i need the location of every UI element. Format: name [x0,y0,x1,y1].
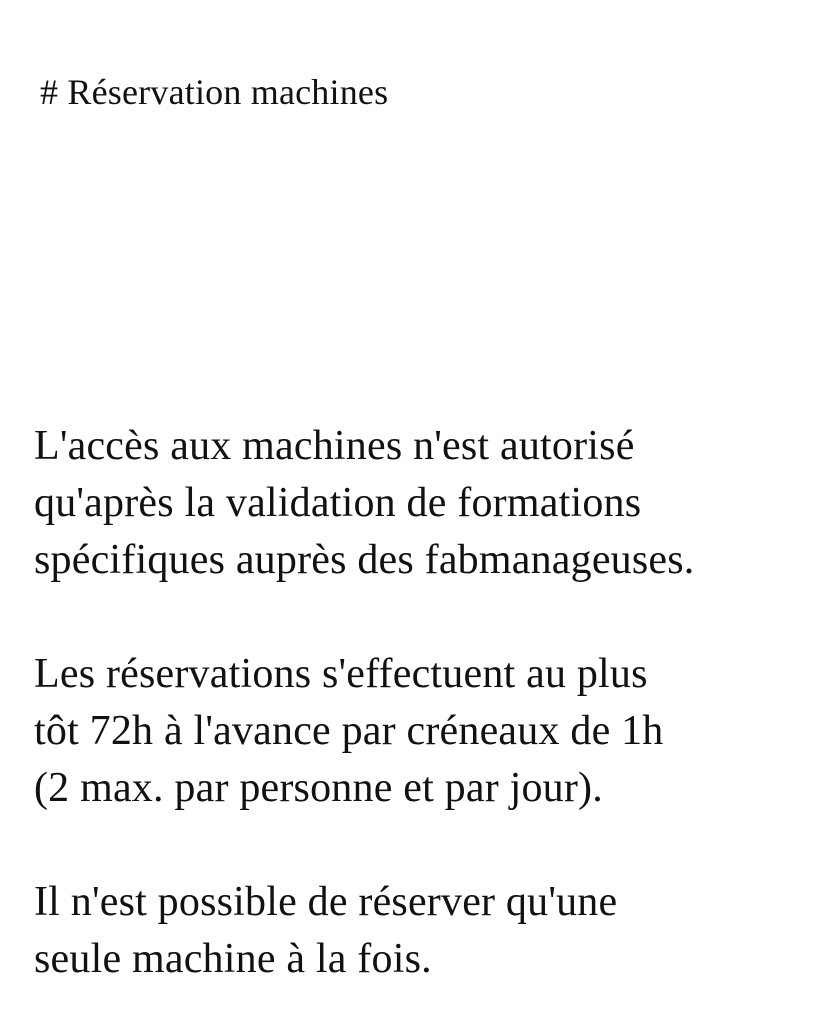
text-line: L'accès aux machines n'est autorisé [34,423,635,469]
paragraph-access-rules [34,418,814,589]
text-line: Les réservations s'effectuent au plus [34,651,648,697]
paragraph-single-machine [34,874,814,988]
text-line: spécifiques auprès des fabmanageuses. [34,537,695,583]
page-title: # Réservation machines [40,72,389,112]
info-text [34,418,814,988]
paragraph-booking-window [34,646,814,817]
text-line: seule machine à la fois. [34,936,432,982]
text-line: Il n'est possible de réserver qu'une [34,879,618,925]
text-line: tôt 72h à l'avance par créneaux de 1h [34,708,664,754]
text-line: qu'après la validation de formations [34,480,642,526]
text-line: (2 max. par personne et par jour). [34,765,603,811]
